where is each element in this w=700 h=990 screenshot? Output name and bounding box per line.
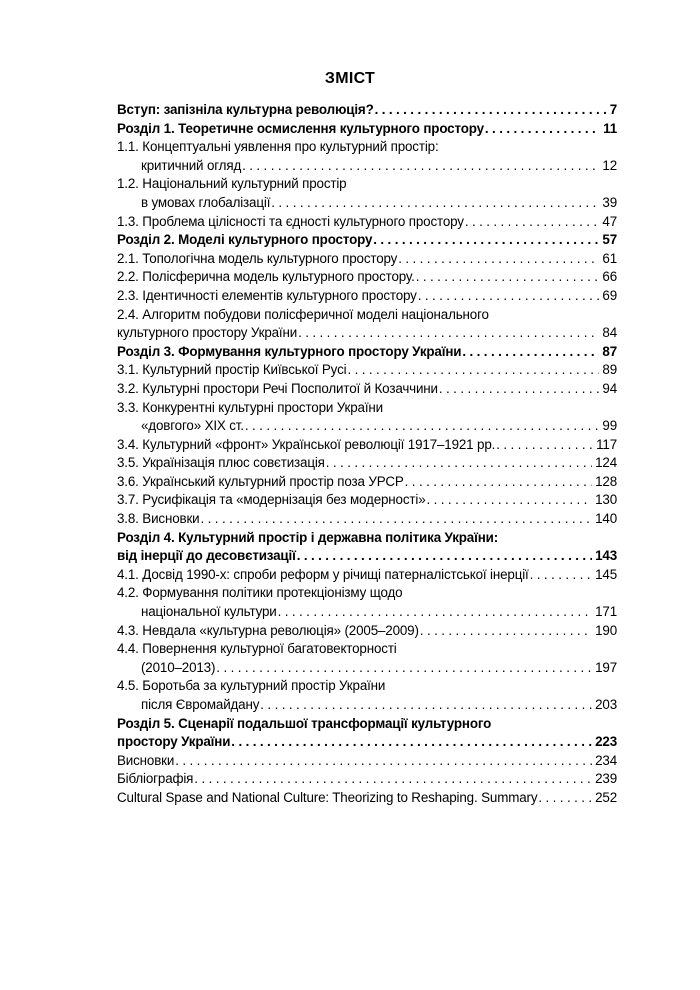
dot-leader [405, 473, 592, 492]
toc-entry-chapter-4-cont [117, 547, 617, 566]
toc-entry-chapter-5-cont [117, 733, 617, 752]
toc-entry-text: Розділ 1. Теоретичне осмислення культурного простору [117, 120, 484, 136]
toc-page-number: 57 [602, 232, 617, 248]
toc-page-number: 143 [595, 548, 617, 564]
toc-entry-text: в умовах глобалізації [141, 194, 271, 210]
dot-leader [347, 361, 599, 380]
toc-entry-text: від інерції до десовєтизації [117, 548, 296, 564]
toc-page-number: 39 [602, 194, 617, 210]
toc-entry-4-5 [117, 677, 617, 696]
toc-entry-4-5-cont [117, 696, 617, 715]
toc-entry-2-2 [117, 268, 617, 287]
toc-entry-text: 3.3. Конкурентні культурні простори України [117, 399, 384, 415]
dot-leader [297, 547, 592, 566]
dot-leader [373, 231, 599, 250]
toc-entry-bibliography [117, 770, 617, 789]
toc-entry-text: 3.5. Українізація плюс совєтизація [117, 455, 325, 471]
dot-leader [278, 603, 592, 622]
toc-entry-text: 2.2. Полісферична модель культурного простору. [117, 269, 415, 285]
dot-leader [375, 101, 607, 120]
toc-entry-4-4-cont [117, 659, 617, 678]
dot-leader [420, 622, 592, 641]
toc-entry-4-4 [117, 640, 617, 659]
dot-leader [326, 454, 592, 473]
toc-entry-text: 4.5. Боротьба за культурний простір України [117, 678, 386, 694]
dot-leader [245, 417, 600, 436]
toc-entry-text: 4.4. Повернення культурної багатовекторності [117, 641, 397, 657]
dot-leader [175, 752, 592, 771]
toc-entry-text: 4.2. Формування політики протекціонізму щодо [117, 585, 403, 601]
toc-entry-chapter-2 [117, 231, 617, 250]
toc-entry-chapter-3 [117, 343, 617, 362]
toc-entry-text: культурного простору України [117, 325, 298, 341]
toc-entry-1-1 [117, 138, 617, 157]
toc-page-number: 203 [595, 697, 617, 712]
toc-entry-4-2 [117, 584, 617, 603]
toc-page-number: 140 [595, 511, 617, 527]
toc-entry-text: Розділ 3. Формування культурного простору України [117, 343, 462, 359]
toc-page-number: 87 [602, 343, 617, 359]
dot-leader [530, 566, 592, 585]
toc-entry-text: Розділ 2. Моделі культурного простору [117, 232, 373, 248]
toc-entry-summary [117, 789, 617, 808]
toc-entry-3-8 [117, 510, 617, 529]
toc-entry-2-1 [117, 250, 617, 269]
toc-entry-chapter-5 [117, 715, 617, 734]
dot-leader [398, 250, 599, 269]
toc-entry-2-4 [117, 306, 617, 325]
toc-entry-3-6 [117, 473, 617, 492]
toc-entry-text: 2.4. Алгоритм побудови полісферичної моделі національного [117, 306, 489, 322]
toc-page-number: 171 [595, 604, 617, 620]
toc-page-number: 66 [602, 269, 617, 285]
toc-page-number: 89 [602, 362, 617, 378]
toc-entry-1-1-cont [117, 157, 617, 176]
toc-entry-conclusions [117, 752, 617, 771]
toc-entry-3-5 [117, 454, 617, 473]
toc-page-number: 145 [595, 566, 617, 582]
toc-entry-text: 2.3. Ідентичності елементів культурного простору [117, 287, 417, 303]
toc-page-number: 117 [596, 436, 617, 452]
toc-entry-text: 3.1. Культурний простір Київської Русі [117, 362, 347, 378]
dot-leader [201, 510, 593, 529]
toc-entry-text: 3.4. Культурний «фронт» Української революції 1917–1921 рр. [117, 436, 496, 452]
toc-entry-introduction [117, 101, 617, 120]
toc-entry-3-3 [117, 399, 617, 418]
dot-leader [485, 120, 600, 139]
toc-entry-chapter-1 [117, 120, 617, 139]
toc-entry-text: Розділ 4. Культурний простір і державна політика України: [117, 529, 499, 545]
toc-entry-1-3 [117, 213, 617, 232]
dot-leader [216, 659, 592, 678]
dot-leader [231, 733, 592, 752]
toc-entry-text: 4.1. Досвід 1990-х: спроби реформ у річищі патерналістської інерції [117, 566, 529, 582]
toc-entry-text: 4.3. Невдала «культурна революція» (2005–2009) [117, 622, 419, 638]
dot-leader [242, 157, 599, 176]
toc-page-number: 99 [602, 418, 617, 434]
toc-entry-4-3 [117, 622, 617, 641]
dot-leader [271, 194, 599, 213]
toc-page-number: 11 [603, 120, 617, 136]
toc-page-number: 130 [595, 492, 617, 508]
toc-page-number: 252 [595, 789, 617, 805]
toc-entry-2-3 [117, 287, 617, 306]
toc-entry-chapter-4 [117, 529, 617, 548]
toc-entry-text: 3.8. Висновки [117, 511, 200, 527]
dot-leader [439, 380, 600, 399]
toc-entry-text: «довгого» ХІХ ст. [141, 418, 244, 434]
toc-entry-text: національної культури [141, 604, 277, 620]
toc-entry-3-1 [117, 361, 617, 380]
toc-entry-3-2 [117, 380, 617, 399]
toc-page-number: 239 [595, 771, 617, 787]
toc-entry-text: 1.2. Національний культурний простір [117, 176, 347, 192]
table-of-contents [117, 101, 617, 808]
dot-leader [465, 213, 600, 232]
toc-entry-text: 3.2. Культурні простори Речі Посполитої й Козаччини [117, 380, 438, 396]
toc-entry-text: після Євромайдану [141, 697, 260, 712]
toc-entry-4-1 [117, 566, 617, 585]
toc-entry-3-7 [117, 491, 617, 510]
toc-page-number: 197 [595, 659, 617, 675]
toc-entry-3-3-cont [117, 417, 617, 436]
dot-leader [194, 770, 592, 789]
toc-page-number: 69 [602, 287, 617, 303]
dot-leader [418, 287, 600, 306]
toc-page-number: 7 [609, 102, 617, 117]
dot-leader [298, 324, 599, 343]
toc-entry-text: Висновки [117, 752, 175, 768]
dot-leader [538, 789, 592, 808]
toc-entry-3-4 [117, 436, 617, 455]
toc-entry-2-4-cont [117, 324, 617, 343]
toc-page-number: 128 [595, 473, 617, 489]
toc-title: ЗМІСТ [324, 70, 376, 87]
toc-entry-text: 3.6. Український культурний простір поза УРСР [117, 473, 404, 489]
toc-entry-text: 3.7. Русифікація та «модернізація без модерності» [117, 492, 426, 508]
toc-entry-text: Бібліографія [117, 771, 194, 787]
toc-entry-1-2-cont [117, 194, 617, 213]
toc-page-number: 94 [602, 380, 617, 396]
toc-entry-text: Розділ 5. Сценарії подальшої трансформації культурного [117, 715, 492, 731]
dot-leader [462, 343, 599, 362]
toc-entry-text: Вступ: запізніла культурна революція? [117, 102, 374, 117]
toc-page-number: 223 [595, 734, 617, 750]
dot-leader [416, 268, 600, 287]
toc-page-number: 190 [595, 622, 617, 638]
toc-entry-text: 1.3. Проблема цілісності та єдності культурного простору [117, 213, 464, 229]
dot-leader [260, 696, 592, 715]
toc-page-number: 12 [602, 157, 617, 173]
toc-entry-1-2 [117, 175, 617, 194]
toc-entry-4-2-cont [117, 603, 617, 622]
toc-entry-text: простору України [117, 734, 231, 750]
toc-page-number: 124 [595, 455, 617, 471]
toc-page-number: 234 [595, 752, 617, 768]
dot-leader [427, 491, 593, 510]
toc-page-number: 84 [602, 325, 617, 341]
dot-leader [496, 436, 593, 455]
toc-entry-text: (2010–2013) [141, 659, 216, 675]
toc-entry-text: 1.1. Концептуальні уявлення про культурний простір: [117, 139, 439, 155]
toc-page-number: 47 [602, 213, 617, 229]
toc-page-number: 61 [602, 250, 617, 266]
toc-entry-text: Cultural Spase and National Culture: Theorizing to Reshaping. Summary [117, 789, 538, 805]
toc-entry-text: 2.1. Топологічна модель культурного простору [117, 250, 398, 266]
toc-entry-text: критичний огляд [141, 157, 242, 173]
